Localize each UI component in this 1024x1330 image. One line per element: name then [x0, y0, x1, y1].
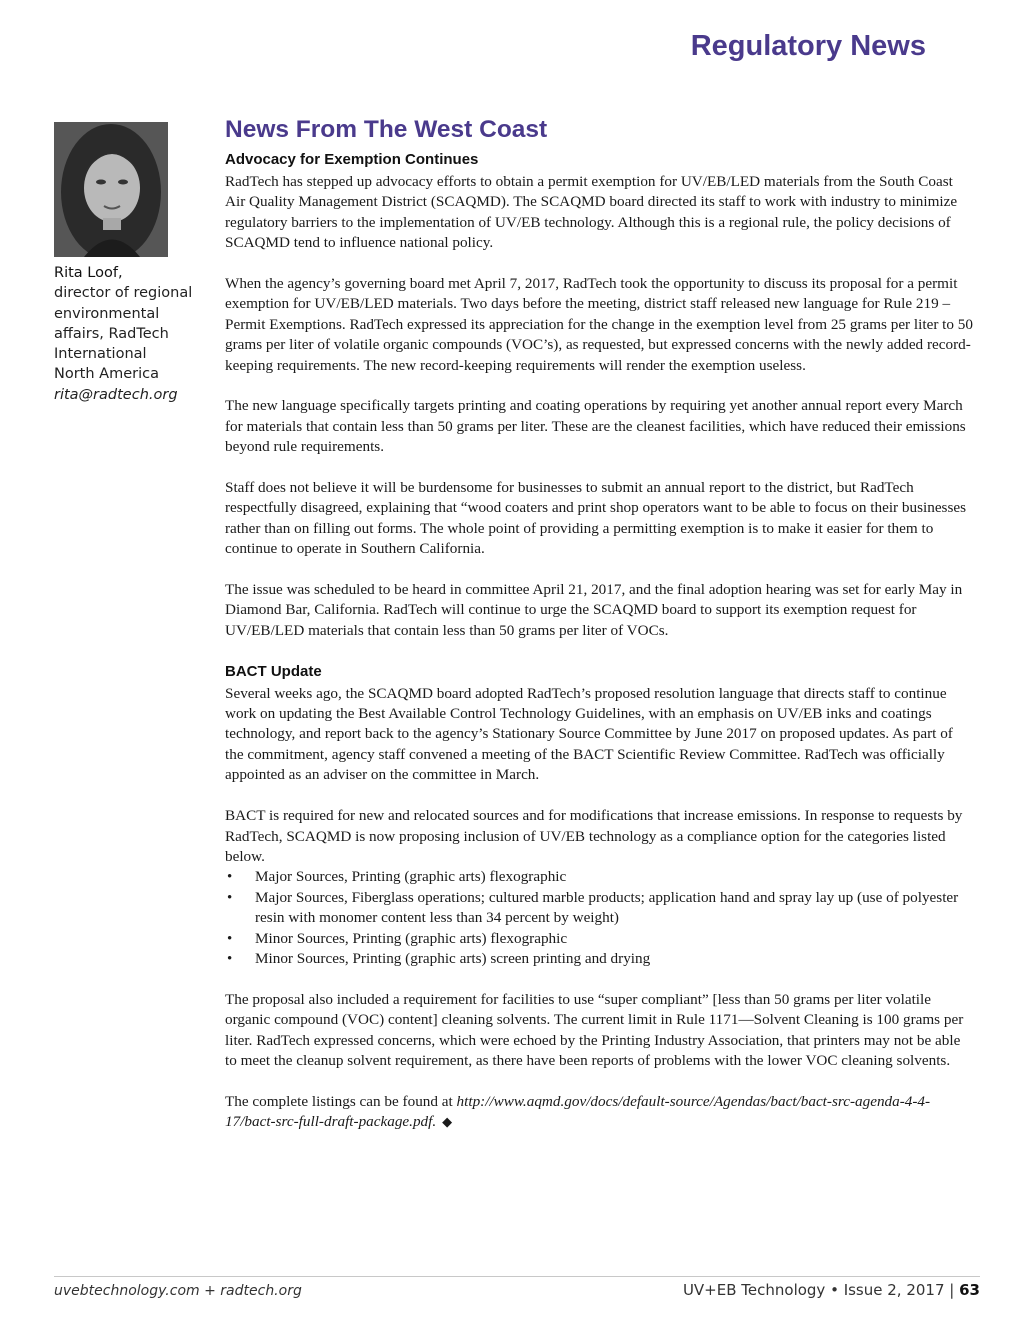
author-title-line: International	[54, 346, 147, 363]
paragraph: When the agency’s governing board met April 7, 2017, RadTech took the opportunity to discuss its proposal for a permit exemption for UV/EB/LED materials. Two days before the meeting, district staff released new language for Rule 219 – Permit Exemptions. RadTech expressed its appreciation for the change in the exemption level from 25 grams per liter to 50 grams per liter of volatile organic compounds (VOC’s), as requested, but expressed concerns with the newly added record-keeping requirements. The new record-keeping requirements will render the exemption useless.	[225, 275, 973, 374]
paragraph: The proposal also included a requirement for facilities to use “super compliant” [less than 50 grams per liter volatile organic compound (VOC) content] cleaning solvents. The current limit in Rule 1171—Solvent Cleaning is 100 grams per liter. RadTech expressed concerns, which were echoed by the Printing Industry Association, that printers may not be able to meet the cleanup solvent requirement, as there have been reports of problems with the lower VOC cleaning solvents.	[225, 990, 964, 1069]
footer-websites: uvebtechnology.com + radtech.org	[54, 1283, 302, 1299]
listings-link[interactable]: http://www.aqmd.gov/docs/default-source/Agendas/bact/bact-src-agenda-4-4-17/bact-src-full-draft-package.pdf.	[225, 1092, 931, 1131]
list-item: • Major Sources, Printing (graphic arts) flexographic	[225, 867, 975, 887]
paragraph: Staff does not believe it will be burdensome for businesses to submit an annual report to the district, but RadTech respectfully disagreed, explaining that “wood coaters and print shop operators want to be able to focus on their businesses rather than on filling out forms. The whole point of providing a permitting exemption is to make it easier for them to continue to operate in Southern California.	[225, 479, 967, 558]
author-portrait-image	[54, 122, 168, 257]
footer-issue	[683, 1281, 980, 1299]
author-title-line: environmental	[54, 305, 160, 322]
author-title-line: affairs, RadTech	[54, 325, 169, 342]
closing-text: The complete listings can be found at	[225, 1092, 457, 1110]
paragraph: The issue was scheduled to be heard in committee April 21, 2017, and the final adoption hearing was set for early May in Diamond Bar, California. RadTech will continue to urge the SCAQMD board to support its exemption request for UV/EB/LED materials that contain less than 50 grams per liter of VOCs.	[225, 581, 963, 639]
section-heading: Advocacy for Exemption Continues	[225, 151, 479, 168]
bullet-list	[225, 867, 975, 969]
list-item: • Major Sources, Fiberglass operations; cultured marble products; application hand and spray lay up (use of polyester resin with monomer content less than 34 percent by weight)	[225, 888, 975, 929]
article	[225, 116, 975, 1153]
list-item: • Minor Sources, Printing (graphic arts) screen printing and drying	[225, 949, 975, 969]
author-title-line: North America	[54, 366, 159, 383]
list-item: • Minor Sources, Printing (graphic arts) flexographic	[225, 929, 975, 949]
author-title-line: director of regional	[54, 285, 193, 302]
article-title: News From The West Coast	[225, 116, 548, 143]
author-photo	[54, 122, 168, 257]
paragraph: BACT is required for new and relocated sources and for modifications that increase emissions. In response to requests by RadTech, SCAQMD is now proposing inclusion of UV/EB technology as a compliance option for the categories listed below.	[225, 807, 963, 865]
closing-paragraph	[225, 1092, 975, 1133]
paragraph: The new language specifically targets printing and coating operations by requiring yet another annual report every March for materials that contain less than 50 grams per liter. These are the cleanest facilities, which have reduced their emissions beyond rule requirements.	[225, 397, 966, 456]
footer-publication: UV+EB Technology • Issue 2, 2017	[682, 1281, 945, 1299]
end-diamond-icon: ◆	[442, 1114, 453, 1130]
author-name: Rita Loof,	[54, 265, 123, 281]
footer-separator: |	[949, 1281, 955, 1299]
section-header: Regulatory News	[690, 30, 926, 62]
author-email-link[interactable]: rita@radtech.org	[54, 386, 178, 403]
author-bio	[54, 263, 214, 405]
section-heading: BACT Update	[225, 662, 322, 680]
footer-divider	[54, 1276, 980, 1277]
paragraph: RadTech has stepped up advocacy efforts to obtain a permit exemption for UV/EB/LED materials from the South Coast Air Quality Management District (SCAQMD). The SCAQMD board directed its staff to work with industry to minimize regulatory barriers to the implementation of UV/EB technology. Although this is a regional rule, the policy decisions of SCAQMD tend to influence national policy.	[225, 173, 958, 252]
paragraph: Several weeks ago, the SCAQMD board adopted RadTech’s proposed resolution language that directs staff to continue work on updating the Best Available Control Technology Guidelines, with an emphasis on UV/EB inks and coatings technology, and report back to the agency’s Stationary Source Committee by June 2017 on proposed updates. As part of the commitment, agency staff convened a meeting of the BACT Scientific Review Committee. RadTech was officially appointed as an adviser on the committee in March.	[225, 684, 953, 784]
page-number: 63	[959, 1281, 980, 1299]
